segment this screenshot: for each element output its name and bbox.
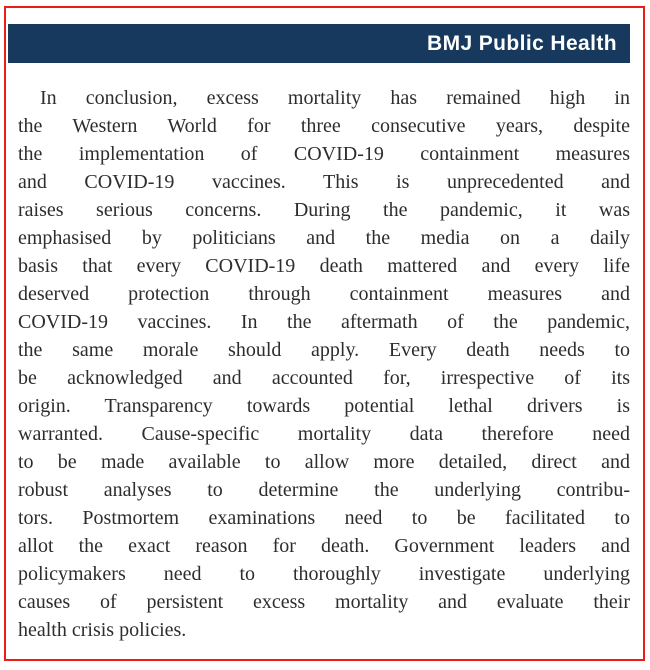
text-line: basis that every COVID-19 death mattered and every life	[18, 255, 630, 277]
text-line: tors. Postmortem examinations need to be facilitated to	[18, 507, 630, 529]
text-line: causes of persistent excess mortality and evaluate their	[18, 591, 630, 613]
text-line: warranted. Cause-specific mortality data therefore need	[18, 423, 630, 445]
text-line: policymakers need to thoroughly investigate underlying	[18, 563, 630, 585]
text-line: allot the exact reason for death. Government leaders and	[18, 535, 630, 557]
text-line: the implementation of COVID-19 containment measures	[18, 143, 630, 165]
text-line: the same morale should apply. Every death needs to	[18, 339, 630, 361]
text-line: to be made available to allow more detailed, direct and	[18, 451, 630, 473]
conclusion-paragraph	[18, 84, 630, 644]
journal-title: BMJ Public Health	[427, 31, 617, 55]
text-line: In conclusion, excess mortality has remained high in	[40, 87, 630, 109]
text-line: be acknowledged and accounted for, irrespective of its	[18, 367, 630, 389]
text-line: emphasised by politicians and the media on a daily	[18, 227, 630, 249]
journal-header-bar	[8, 24, 630, 63]
text-line: deserved protection through containment measures and	[18, 283, 630, 305]
text-line: health crisis policies.	[18, 619, 187, 641]
text-line: robust analyses to determine the underlying contribu-	[18, 479, 630, 501]
text-line: and COVID-19 vaccines. This is unprecedented and	[18, 171, 630, 193]
text-line: COVID-19 vaccines. In the aftermath of the pandemic,	[18, 311, 630, 333]
text-line: the Western World for three consecutive years, despite	[18, 115, 630, 137]
text-line: raises serious concerns. During the pandemic, it was	[18, 199, 630, 221]
text-line: origin. Transparency towards potential lethal drivers is	[18, 395, 630, 417]
page-border-frame	[4, 6, 645, 661]
